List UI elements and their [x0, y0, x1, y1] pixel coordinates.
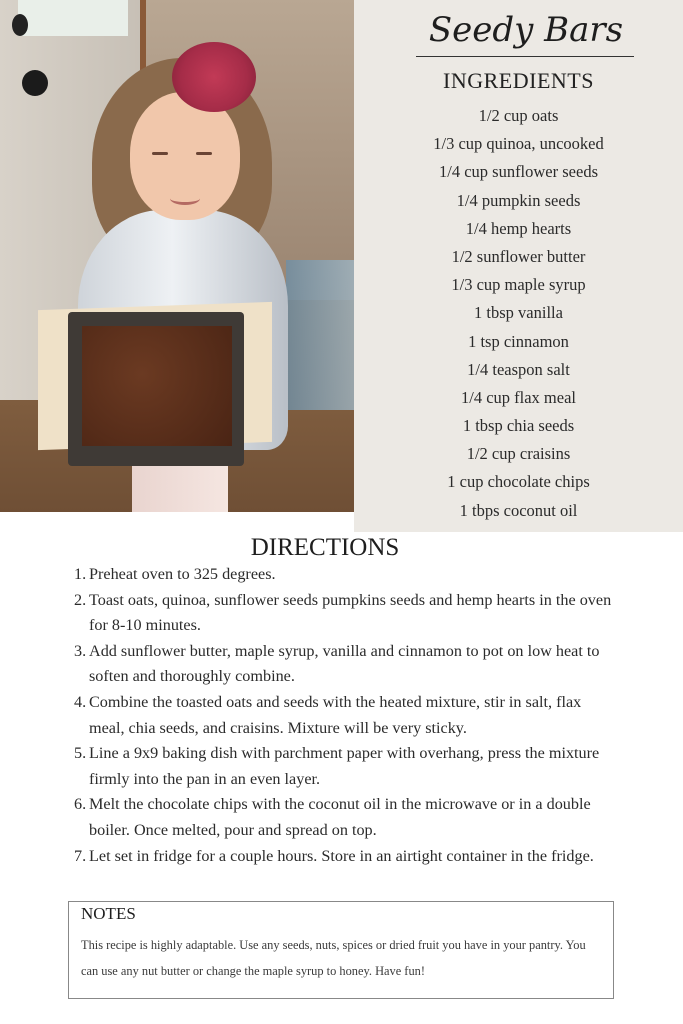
ingredient-item: 1/2 cup craisins [466, 444, 571, 464]
ingredient-item: 1/3 cup maple syrup [451, 275, 586, 295]
step-number: 5. [74, 744, 87, 763]
ingredient-item: 1 cup chocolate chips [447, 472, 590, 492]
notes-text: This recipe is highly adaptable. Use any seeds, nuts, spices or dried fruit you have in your pantry. You can use any nut butter or change the maple syrup to honey. Have fun! [81, 938, 586, 978]
ingredients-heading: INGREDIENTS [443, 68, 594, 93]
ingredient-item: 1/2 sunflower butter [451, 246, 586, 266]
photo-door-window [18, 0, 128, 36]
notes-box [68, 901, 614, 999]
ingredient-item: 1 tbsp chia seeds [462, 416, 575, 436]
direction-step [74, 562, 614, 588]
directions-list [74, 562, 614, 869]
step-text: Let set in fridge for a couple hours. Store in an airtight container in the fridge. [89, 846, 594, 865]
notes-heading: NOTES [81, 904, 136, 923]
ingredient-item: 1 tsp cinnamon [468, 331, 569, 351]
ingredient-item: 1/2 cup oats [478, 106, 559, 125]
photo-girl-eye-left [152, 152, 168, 155]
step-number: 7. [74, 846, 87, 865]
ingredient-item: 1 tbps coconut oil [459, 500, 578, 520]
direction-step [74, 844, 614, 870]
step-text: Preheat oven to 325 degrees. [89, 565, 276, 583]
step-number: 4. [74, 692, 87, 711]
step-number: 1. [74, 565, 87, 583]
photo-door-lock [12, 14, 28, 36]
ingredient-item: 1/4 cup sunflower seeds [438, 162, 598, 182]
recipe-title: Seedy Bars [428, 10, 624, 50]
step-text: Add sunflower butter, maple syrup, vanilla and cinnamon to pot on low heat to soften and thoroughly combine. [89, 641, 600, 686]
direction-step [74, 690, 614, 741]
title-underline [416, 56, 634, 57]
directions-heading: DIRECTIONS [250, 534, 400, 561]
photo-flower-headband [172, 42, 256, 112]
step-text: Toast oats, quinoa, sunflower seeds pumpkins seeds and hemp hearts in the oven for 8-10 minutes. [89, 590, 612, 635]
photo-door-knob [22, 70, 48, 96]
photo-girl-eye-right [196, 152, 212, 155]
step-text: Line a 9x9 baking dish with parchment paper with overhang, press the mixture firmly into the pan in an even layer. [89, 744, 600, 788]
direction-step [74, 588, 614, 639]
ingredient-item: 1/4 teaspon salt [467, 359, 570, 379]
photo-rug [286, 260, 354, 410]
direction-step [74, 741, 614, 792]
step-text: Melt the chocolate chips with the coconut oil in the microwave or in a double boiler. Once melted, pour and spread on top. [89, 795, 591, 839]
ingredient-item: 1 tbsp vanilla [474, 303, 563, 323]
ingredient-item: 1/4 pumpkin seeds [456, 190, 581, 210]
direction-step [74, 792, 614, 843]
step-text: Combine the toasted oats and seeds with the heated mixture, stir in salt, flax meal, chia seeds, and craisins. Mixture will be very sticky. [89, 692, 582, 737]
photo-chocolate-bars [82, 326, 232, 446]
photo-girl-holding-seedy-bars [0, 0, 354, 512]
step-number: 3. [74, 641, 87, 660]
ingredient-item: 1/4 hemp hearts [465, 218, 572, 238]
direction-step [74, 639, 614, 690]
step-number: 6. [74, 795, 87, 814]
ingredient-item: 1/3 cup quinoa, uncooked [433, 134, 604, 154]
ingredient-item: 1/4 cup flax meal [460, 387, 576, 407]
photo-girl-smile [170, 192, 200, 205]
ingredients-list [354, 102, 683, 525]
step-number: 2. [74, 590, 87, 609]
